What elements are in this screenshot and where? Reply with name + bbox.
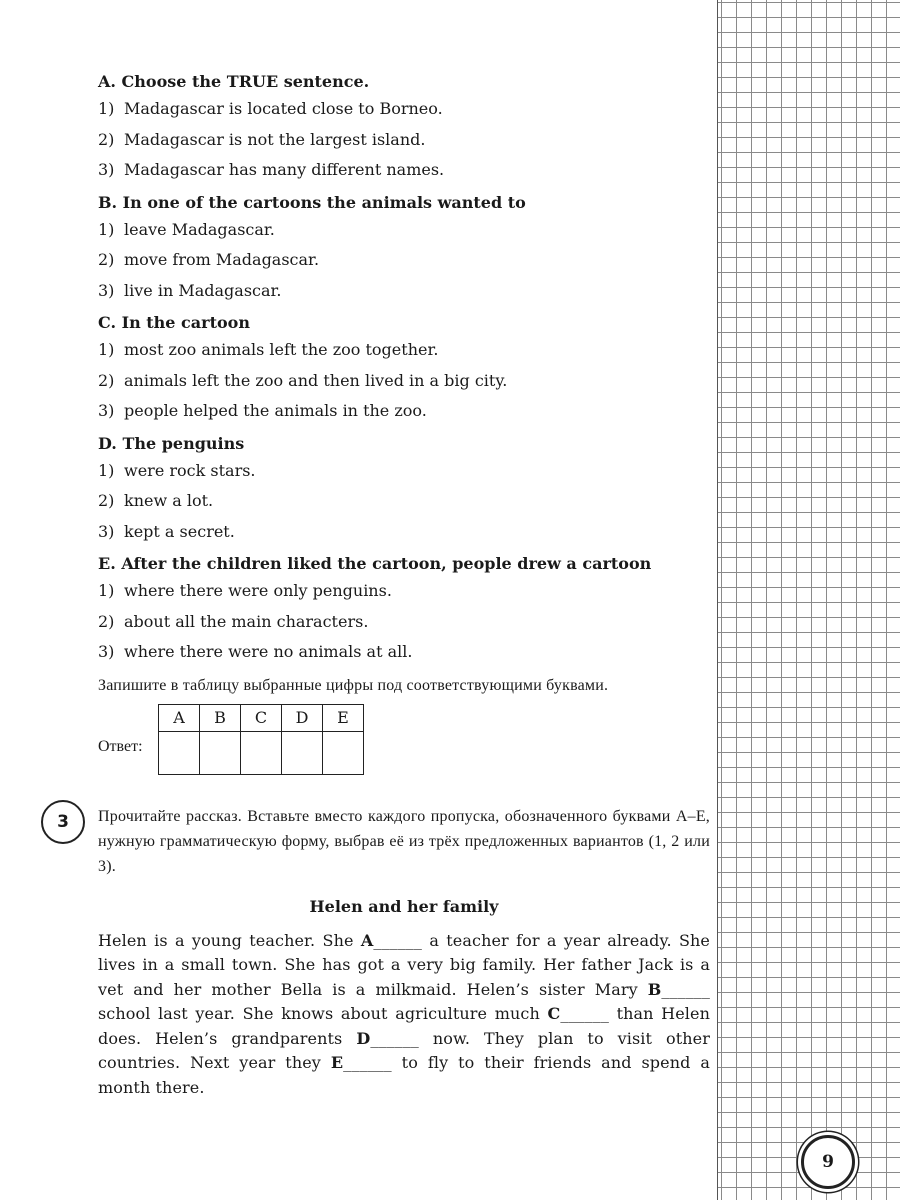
option-text: Madagascar is not the largest island. <box>124 129 426 149</box>
answer-option <box>98 245 710 276</box>
answer-letter: C <box>241 704 282 731</box>
answer-option <box>98 366 710 397</box>
gap-letter-e: E <box>330 1053 344 1072</box>
option-number: 2) <box>98 370 115 390</box>
option-number: 1) <box>98 460 115 480</box>
option-number: 3) <box>98 642 115 661</box>
option-text: Madagascar is located close to Borneo. <box>124 99 443 118</box>
answer-cell-c[interactable] <box>241 731 282 774</box>
answer-cell-a[interactable] <box>159 731 200 774</box>
task-3-instruction: Прочитайте рассказ. Вставьте вместо каждого пропуска, обозначенного буквами А–Е, нужную грамматическую форму, выбрав её из трёх предложенных вариантов (1, 2 или 3). <box>98 807 710 875</box>
answer-option <box>98 486 710 517</box>
option-text: leave Madagascar. <box>124 219 275 239</box>
question-heading: B. In one of the cartoons the animals wanted to <box>98 192 526 212</box>
question-block <box>98 552 710 668</box>
option-text: were rock stars. <box>124 460 256 480</box>
answer-letter: B <box>200 704 241 731</box>
question-heading: A. Choose the TRUE sentence. <box>98 72 370 91</box>
option-text: knew a lot. <box>124 491 214 510</box>
answer-cell-e[interactable] <box>323 731 364 774</box>
option-number: 2) <box>98 250 115 269</box>
question-block <box>98 432 710 548</box>
option-text: live in Madagascar. <box>124 280 282 300</box>
option-number: 1) <box>98 99 115 118</box>
task-3 <box>57 804 711 1101</box>
answer-label: Ответ: <box>98 737 143 755</box>
page-number: 9 <box>801 1135 855 1189</box>
question-heading: D. The penguins <box>98 433 245 453</box>
task-number-badge: 3 <box>41 800 85 844</box>
story-title: Helen and her family <box>309 896 499 916</box>
option-text: animals left the zoo and then lived in a big city. <box>124 370 508 390</box>
answer-cell-b[interactable] <box>200 731 241 774</box>
answer-letter: A <box>159 704 200 731</box>
answer-letter: E <box>323 704 364 731</box>
question-list <box>98 70 710 668</box>
answer-section <box>98 704 710 786</box>
answer-option <box>98 607 710 638</box>
option-number: 2) <box>98 491 115 510</box>
option-text: where there were no animals at all. <box>124 642 413 661</box>
answer-option <box>98 576 710 607</box>
answer-option <box>98 637 710 668</box>
question-block <box>98 70 710 186</box>
gap-letter-a: A <box>360 930 374 950</box>
answer-option <box>98 276 710 307</box>
option-text: kept a secret. <box>124 521 235 541</box>
answer-option <box>98 335 710 366</box>
option-number: 3) <box>98 160 115 179</box>
option-text: people helped the animals in the zoo. <box>124 401 427 420</box>
option-text: Madagascar has many different names. <box>124 160 445 179</box>
question-block <box>98 311 710 427</box>
table-instruction: Запишите в таблицу выбранные цифры под соответствующими буквами. <box>98 676 609 694</box>
answer-option <box>98 456 710 487</box>
gap-letter-d: D <box>356 1028 371 1048</box>
option-number: 1) <box>98 340 115 359</box>
option-number: 2) <box>98 611 115 631</box>
gap-letter-b: B <box>647 979 662 999</box>
option-number: 3) <box>98 401 115 420</box>
answer-option <box>98 155 710 186</box>
graph-paper-margin <box>717 0 900 1200</box>
answer-cell-d[interactable] <box>282 731 323 774</box>
answer-table <box>158 704 364 775</box>
question-block <box>98 191 710 307</box>
option-number: 3) <box>98 521 115 541</box>
gap-letter-c: C <box>547 1004 561 1023</box>
option-number: 1) <box>98 219 115 239</box>
question-heading: E. After the children liked the cartoon, people drew a cartoon <box>98 554 652 573</box>
option-number: 1) <box>98 581 115 600</box>
option-text: most zoo animals left the zoo together. <box>124 340 439 359</box>
page-content <box>57 70 711 1100</box>
answer-option <box>98 125 710 156</box>
answer-option <box>98 94 710 125</box>
option-text: about all the main characters. <box>124 611 369 631</box>
question-heading: C. In the cartoon <box>98 313 250 332</box>
option-text: where there were only penguins. <box>124 581 392 600</box>
option-text: move from Madagascar. <box>124 250 320 269</box>
answer-option <box>98 215 710 246</box>
story-text: Helen is a young teacher. She A______ a teacher for a year already. She lives in a small town. She has got a very big family. Her father Jack is a vet and her mother Bella is a milkmaid. Helen’s sister Mary B______ school last year. She knows about agriculture much C______ than Helen does. Helen’s grandparents D______ now. They plan to visit other countries. Next year they E______ to fly to their friends and spend a month there. <box>98 930 711 1097</box>
answer-letter: D <box>282 704 323 731</box>
answer-option <box>98 517 710 548</box>
option-number: 2) <box>98 129 115 149</box>
answer-option <box>98 396 710 427</box>
option-number: 3) <box>98 280 115 300</box>
